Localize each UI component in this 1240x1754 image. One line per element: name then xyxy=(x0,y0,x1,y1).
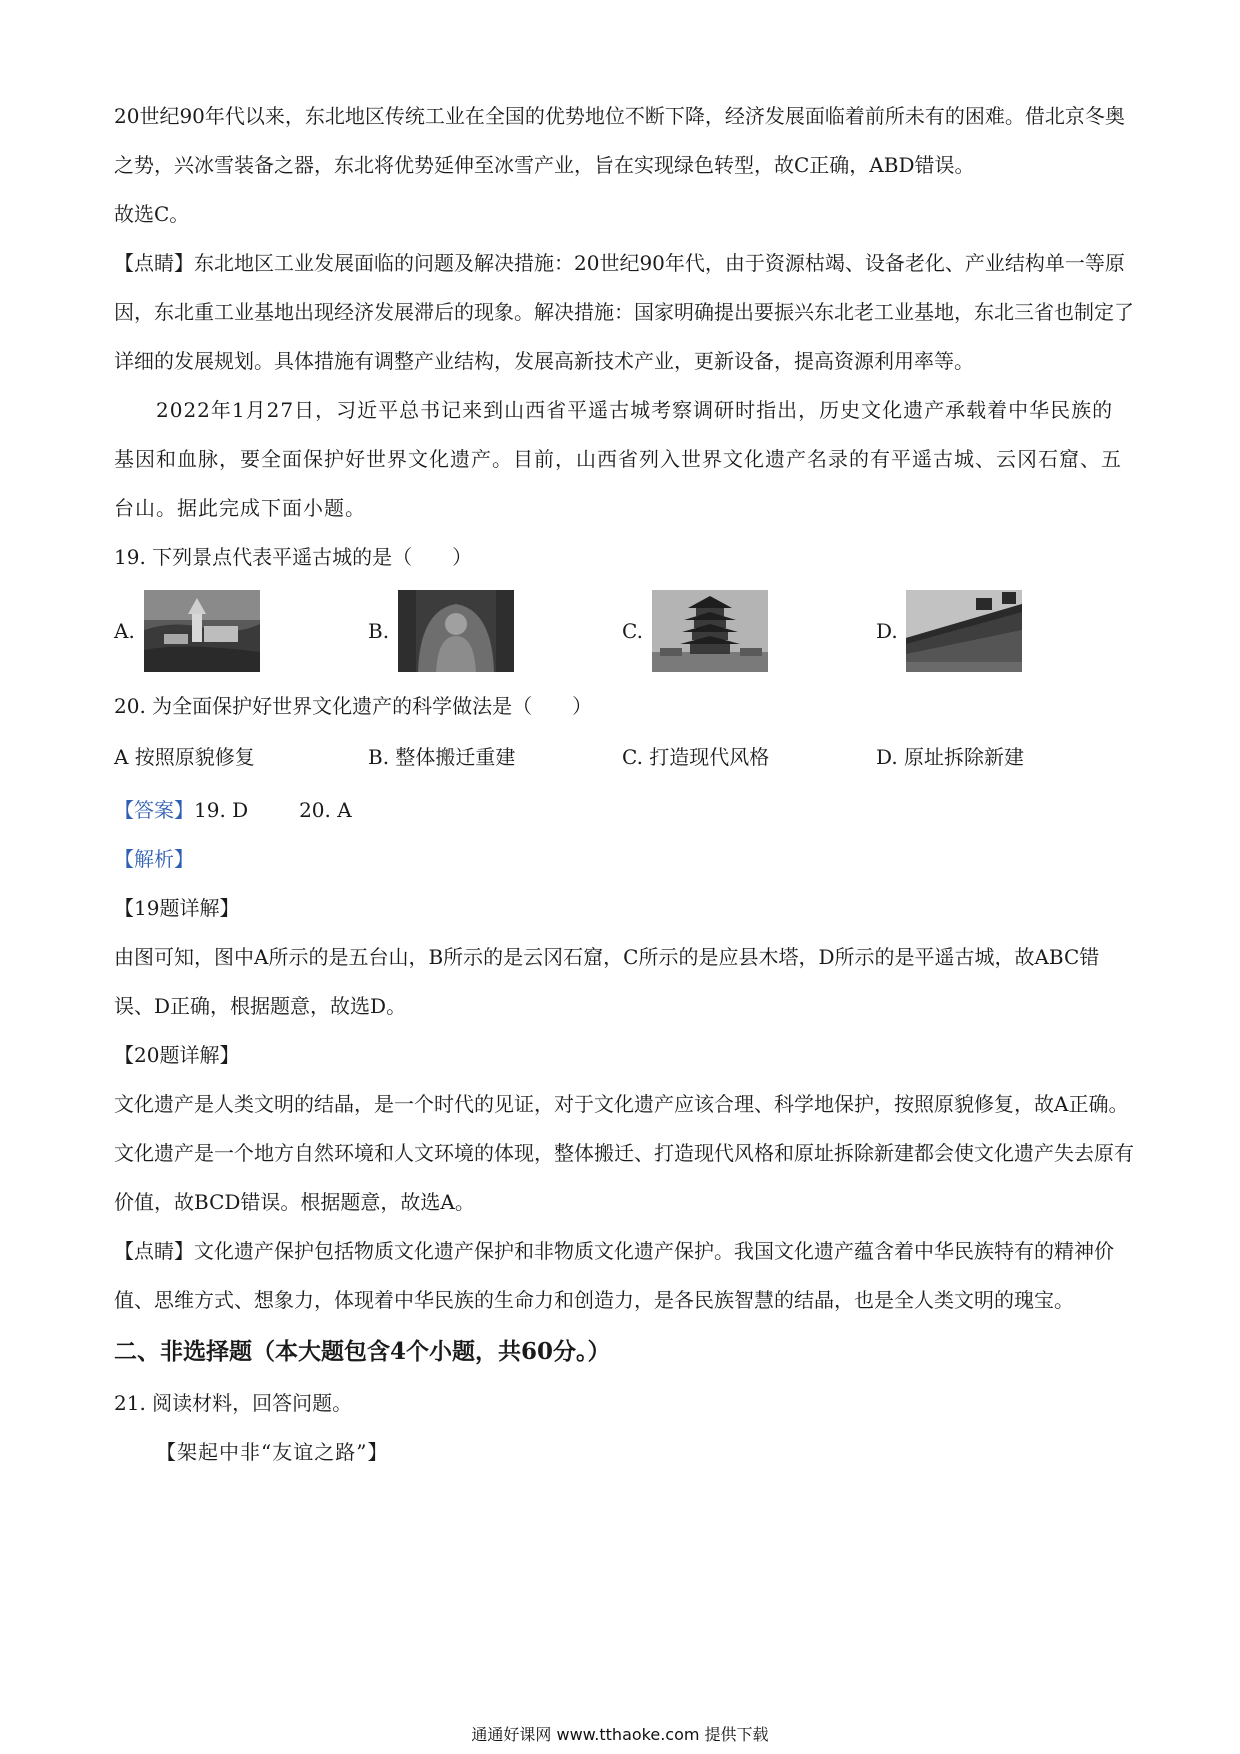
option-c-label: C. xyxy=(622,619,643,643)
option-20-b[interactable]: B. 整体搬迁重建 xyxy=(368,745,516,769)
detail-20-tag: 【20题详解】 xyxy=(114,1043,240,1067)
tip-text: 东北地区工业发展面临的问题及解决措施：20世纪90年代，由于资源枯竭、设备老化、产业结构单一等原因，东北重工业基地出现经济发展滞后的现象。解决措施：国家明确提出要振兴东北老工业基地，东北三省也制定了详细的发展规划。具体措施有调整产业结构，发展高新技术产业，更新设备，提高资源利用率等。 xyxy=(114,251,1134,373)
question-19: 19. 下列景点代表平遥古城的是（ ） xyxy=(114,545,473,569)
tip-tag-2: 【点睛】 xyxy=(114,1239,194,1263)
option-d-label: D. xyxy=(876,619,898,643)
tip-text-2: 文化遗产保护包括物质文化遗产保护和非物质文化遗产保护。我国文化遗产蕴含着中华民族特有的精神价值、思维方式、想象力，体现着中华民族的生命力和创造力，是各民族智慧的结晶，也是全人类文明的瑰宝。 xyxy=(114,1239,1114,1312)
detail-19-text: 由图可知，图中A所示的是五台山，B所示的是云冈石窟，C所示的是应县木塔，D所示的是平遥古城，故ABC错误、D正确，根据题意，故选D。 xyxy=(114,945,1100,1018)
question-21: 21. 阅读材料，回答问题。 xyxy=(114,1391,353,1415)
yingxian-wooden-pagoda-photo xyxy=(652,590,768,672)
pingyao-ancient-city-wall-photo xyxy=(906,590,1022,672)
paragraph-explanation-18: 20世纪90年代以来，东北地区传统工业在全国的优势地位不断下降，经济发展面临着前所未有的困难。借北京冬奥之势，兴冰雪装备之器，东北将优势延伸至冰雪产业，旨在实现绿色转型，故C正确，ABD错误。 xyxy=(114,104,1125,177)
option-20-d[interactable]: D. 原址拆除新建 xyxy=(876,745,1025,769)
question-20: 20. 为全面保护好世界文化遗产的科学做法是（ ） xyxy=(114,694,593,718)
option-b-label: B. xyxy=(368,619,390,643)
option-c[interactable] xyxy=(622,590,876,672)
tip-paragraph-20 xyxy=(114,1227,1134,1325)
question-21-subtitle: 【架起中非“友谊之路”】 xyxy=(156,1440,389,1464)
page-footer: 通通好课网 www.tthaoke.com 提供下载 xyxy=(471,1725,769,1744)
section-heading-nonchoice: 二、非选择题（本大题包含4个小题，共60分。） xyxy=(114,1338,611,1365)
option-20-c[interactable]: C. 打造现代风格 xyxy=(622,745,770,769)
material-paragraph: 2022年1月27日，习近平总书记来到山西省平遥古城考察调研时指出，历史文化遗产承载着中华民族的基因和血脉，要全面保护好世界文化遗产。目前，山西省列入世界文化遗产名录的有平遥古城、云冈石窟、五台山。据此完成下面小题。 xyxy=(114,398,1122,520)
option-a[interactable] xyxy=(114,590,368,672)
paragraph-conclusion-18: 故选C。 xyxy=(114,202,190,226)
tip-paragraph-18 xyxy=(114,239,1134,386)
document-content xyxy=(114,92,1134,1477)
answer-line xyxy=(114,786,1134,835)
tip-tag: 【点睛】 xyxy=(114,251,194,275)
option-b[interactable] xyxy=(368,590,622,672)
question-19-options xyxy=(114,586,1134,676)
yungang-grottoes-photo xyxy=(398,590,514,672)
answer-19: 19. D xyxy=(194,798,249,822)
option-d[interactable] xyxy=(876,590,1130,672)
option-20-a[interactable]: A 按照原貌修复 xyxy=(114,745,255,769)
option-a-label: A. xyxy=(114,619,135,643)
question-20-options xyxy=(114,731,1134,780)
detail-20-text: 文化遗产是人类文明的结晶，是一个时代的见证，对于文化遗产应该合理、科学地保护，按照原貌修复，故A正确。文化遗产是一个地方自然环境和人文环境的体现，整体搬迁、打造现代风格和原址拆除新建都会使文化遗产失去原有价值，故BCD错误。根据题意，故选A。 xyxy=(114,1092,1134,1214)
analysis-tag: 【解析】 xyxy=(114,847,194,871)
wutai-mountain-photo xyxy=(144,590,260,672)
answer-20: 20. A xyxy=(299,798,352,822)
answer-tag: 【答案】 xyxy=(114,798,194,822)
detail-19-tag: 【19题详解】 xyxy=(114,896,240,920)
